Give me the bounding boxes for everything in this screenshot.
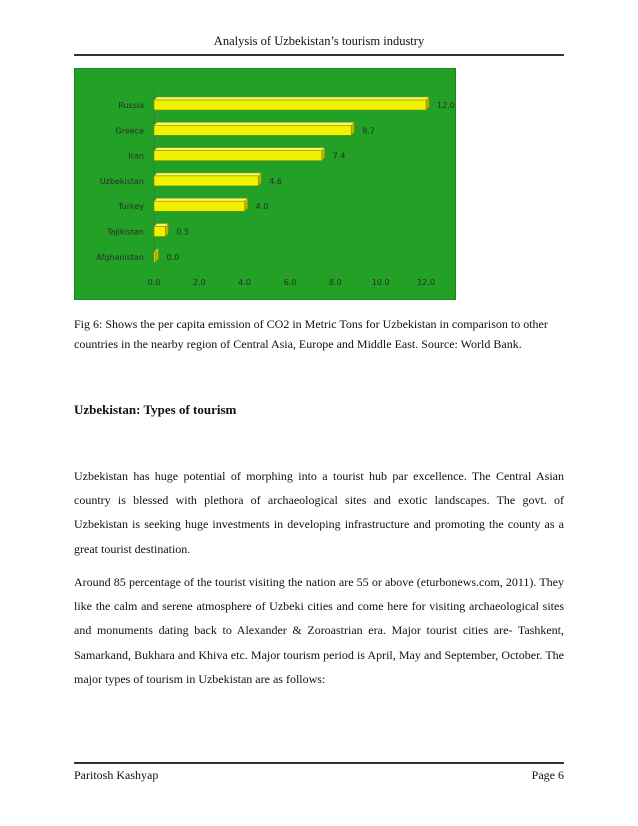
x-tick-label: 6.0 <box>283 278 297 287</box>
value-label: 0.0 <box>166 252 180 262</box>
category-label: Afghanistan <box>96 252 144 262</box>
category-label: Turkey <box>117 202 144 212</box>
paragraph-1: Uzbekistan has huge potential of morphing into a tourist hub par excellence. The Central Asian country is blessed with plethora of archaeological sites and exotic landscapes. The govt. of Uzbekistan is seeking huge investments in developing infrastructure and promoting the county as a great tourist destination. <box>74 469 564 556</box>
x-tick-label: 12.0 <box>417 278 435 287</box>
value-label: 0.5 <box>176 227 190 237</box>
x-tick-label: 2.0 <box>192 278 206 287</box>
header-rule <box>74 54 564 56</box>
bar-top <box>154 173 261 176</box>
bar <box>154 227 165 237</box>
bar <box>154 201 245 211</box>
bar-top <box>154 122 354 125</box>
footer-author: Paritosh Kashyap <box>74 768 159 782</box>
footer-rule <box>74 762 564 764</box>
footer-page-number: Page 6 <box>531 768 564 782</box>
bar-top <box>154 97 429 100</box>
bar <box>154 100 426 110</box>
x-tick-label: 0.0 <box>147 278 161 287</box>
x-tick-label: 8.0 <box>328 278 342 287</box>
value-label: 4.6 <box>269 176 283 186</box>
category-label: Iran <box>128 151 144 161</box>
bar <box>154 176 258 186</box>
figure-caption: Fig 6: Shows the per capita emission of CO2 in Metric Tons for Uzbekistan in comparison to other countries in the nearby region of Central Asia, Europe and Middle East. Source: World Bank. <box>74 317 548 351</box>
page-header-title: Analysis of Uzbekistan’s tourism industry <box>213 34 425 48</box>
category-label: Russia <box>118 101 144 110</box>
category-label: Greece <box>115 126 144 136</box>
value-label: 8.7 <box>362 126 375 136</box>
bar-top <box>154 148 325 151</box>
bar <box>154 252 156 262</box>
x-tick-label: 4.0 <box>238 278 252 287</box>
bar-top <box>154 198 248 201</box>
x-tick-label: 10.0 <box>371 278 390 287</box>
paragraph-2: Around 85 percentage of the tourist visiting the nation are 55 or above (eturbonews.com, 2011). They like the calm and serene atmosphere of Uzbeki cities and come here for visiting archaeological sites and monuments dating back to Alexander & Zoroastrian era. Major tourist cities are- Tashkent, Samarkand, Bukhara and Khiva etc. Major tourism period is April, May and September, October. The major types of tourism in Uzbekistan are as follows: <box>74 575 564 686</box>
value-label: 4.0 <box>255 202 269 212</box>
bar <box>154 151 322 161</box>
co2-emissions-chart <box>74 68 456 300</box>
value-label: 7.4 <box>332 151 346 161</box>
value-label: 12.0 <box>437 101 455 110</box>
section-heading: Uzbekistan: Types of tourism <box>74 402 237 417</box>
bar <box>154 125 351 135</box>
chart-svg <box>75 69 455 299</box>
category-label: Tajikistan <box>106 227 144 237</box>
category-label: Uzbekistan <box>99 176 144 186</box>
